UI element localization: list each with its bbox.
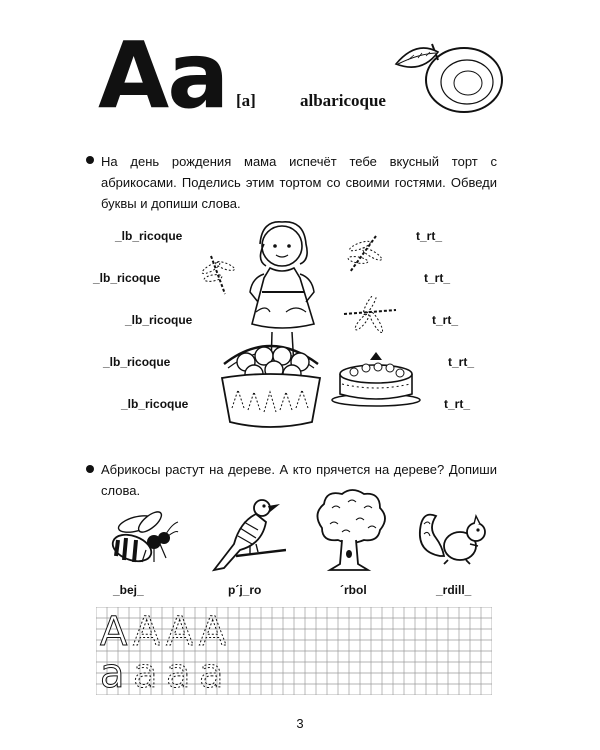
fill-word-right[interactable]: t_rt_: [444, 397, 471, 411]
trace-letter-upper: A: [199, 609, 227, 655]
phonetic-transcription: [a]: [236, 91, 256, 110]
trace-letter-lower: a: [166, 651, 191, 695]
dragonfly-icon: [340, 232, 384, 276]
bullet-icon: [86, 465, 94, 473]
fill-word-animal[interactable]: p´j_ro: [228, 583, 262, 597]
bird-icon: [210, 494, 286, 578]
trace-letter-upper: A: [166, 609, 194, 655]
dragonfly-icon: [340, 296, 400, 334]
fill-word-animal[interactable]: _bej_: [113, 583, 144, 597]
apricot-icon: [392, 34, 506, 116]
key-word: albaricoque: [300, 91, 386, 110]
trace-letter-upper: A: [100, 609, 128, 655]
cake-icon: [330, 350, 422, 408]
letter-title: Aa: [98, 22, 228, 129]
writing-grid: [96, 607, 492, 695]
fill-word-left[interactable]: _lb_ricoque: [125, 313, 193, 327]
tree-icon: [312, 488, 388, 572]
fill-word-right[interactable]: t_rt_: [432, 313, 459, 327]
fill-word-right[interactable]: t_rt_: [448, 355, 475, 369]
instruction-2: Абрикосы растут на дереве. А кто прячется на дереве? Допиши слова.: [101, 462, 497, 498]
trace-letter-upper: A: [133, 609, 161, 655]
bullet-icon: [86, 156, 94, 164]
fill-word-left[interactable]: _lb_ricoque: [103, 355, 171, 369]
fill-word-animal[interactable]: ´rbol: [340, 583, 367, 597]
trace-letter-lower: a: [199, 651, 224, 695]
fill-word-right[interactable]: t_rt_: [416, 229, 443, 243]
fill-word-right[interactable]: t_rt_: [424, 271, 451, 285]
fill-word-animal[interactable]: _rdill_: [436, 583, 472, 597]
trace-letter-lower: a: [133, 651, 158, 695]
trace-letter-lower: a: [100, 651, 125, 695]
instruction-1: На день рождения мама испечёт тебе вкусный торт с абрикосами. Поделись этим тортом со своими гостями. Обведи буквы и допиши слова.: [101, 154, 497, 211]
fill-word-left[interactable]: _lb_ricoque: [115, 229, 183, 243]
squirrel-icon: [414, 506, 494, 568]
bee-icon: [106, 510, 180, 568]
page-number: 3: [296, 716, 304, 731]
fill-word-left[interactable]: _lb_ricoque: [121, 397, 189, 411]
fill-word-left[interactable]: _lb_ricoque: [93, 271, 161, 285]
basket-icon: [218, 334, 324, 430]
